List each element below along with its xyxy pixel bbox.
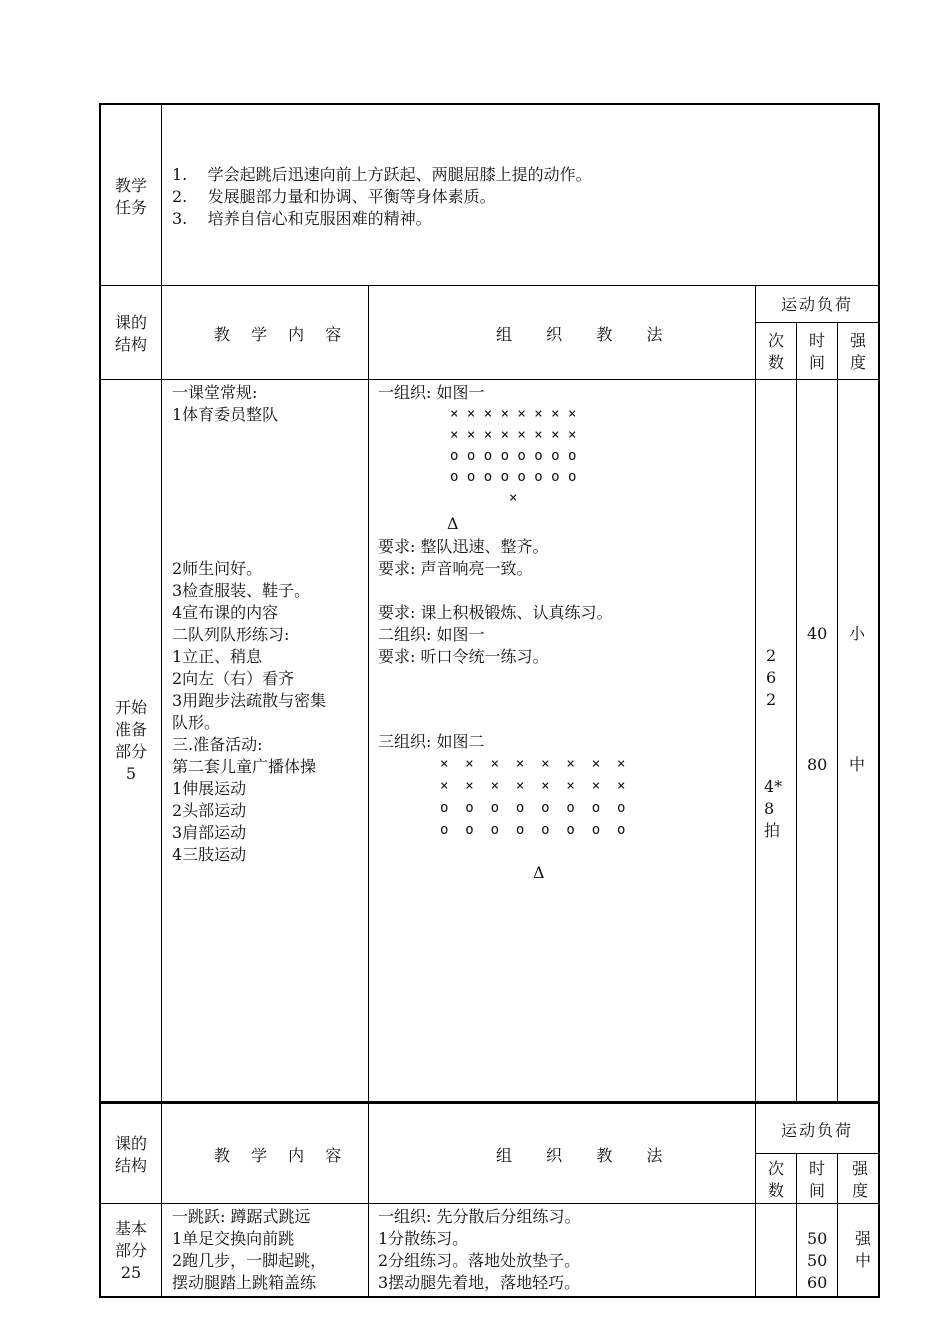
teacher-triangle-1: Δ xyxy=(447,514,459,533)
row-line-top xyxy=(99,103,880,105)
row-line-bottom xyxy=(99,1296,880,1298)
section1-intensity-a: 小 xyxy=(849,624,866,643)
header2-content: 教 学 内 容 xyxy=(214,1146,350,1165)
figure-1-row-5: × xyxy=(450,490,518,506)
section2-label: 基本 部分 25 xyxy=(114,1219,147,1282)
section1-method-fig2-title: 三组织: 如图二 xyxy=(378,732,485,751)
header2-count: 次 数 xyxy=(767,1159,784,1200)
figure-1-row-4: o o o o o o o o xyxy=(450,469,577,485)
section1-count-b: 4* 8 拍 xyxy=(764,777,783,840)
col-line-5a xyxy=(837,322,838,1102)
figure-2-row-4: o o o o o o o o xyxy=(440,822,626,838)
section1-count-a: 2 6 2 xyxy=(766,646,777,709)
figure-2 xyxy=(440,753,625,841)
col-line-2 xyxy=(368,286,369,1298)
row-line-load-split-1 xyxy=(755,322,880,323)
figure-2-row-1: × × × × × × × × xyxy=(440,756,626,772)
section2-method: 一组织: 先分散后分组练习。 1分散练习。 2分组练习。落地处放垫子。 3摆动腿先着地，落地轻巧。 xyxy=(378,1207,581,1292)
task-list xyxy=(172,164,592,230)
section1-intensity-b: 中 xyxy=(849,755,866,774)
header2-load: 运动负荷 xyxy=(781,1121,854,1140)
row-line-header2-bottom xyxy=(99,1203,880,1204)
section2-time: 50 50 60 xyxy=(807,1229,828,1292)
figure-1-row-3: o o o o o o o o xyxy=(450,448,577,464)
teacher-triangle-2: Δ xyxy=(533,863,545,882)
col-line-1 xyxy=(161,103,162,1298)
section1-label: 开始 准备 部分 5 xyxy=(114,698,147,783)
header-count: 次 数 xyxy=(767,331,784,372)
figure-1-row-1: × × × × × × × × xyxy=(450,406,577,422)
header-time: 时 间 xyxy=(808,331,825,372)
header-content: 教 学 内 容 xyxy=(214,325,350,344)
col-line-4a xyxy=(796,322,797,1102)
header2-intensity: 强 度 xyxy=(851,1159,868,1200)
task-item-2: 2. 发展腿部力量和协调、平衡等身体素质。 xyxy=(172,187,496,206)
section1-time-a: 40 xyxy=(807,624,828,643)
figure-1-row-2: × × × × × × × × xyxy=(450,427,577,443)
header-structure: 课的 结构 xyxy=(114,313,147,354)
row-line-load-split-2 xyxy=(755,1153,880,1154)
task-item-1: 1. 学会起跳后迅速向前上方跃起、两腿屈膝上提的动作。 xyxy=(172,165,592,184)
row-line-header1-bottom xyxy=(99,379,880,380)
section1-method-top: 一组织: 如图一 xyxy=(378,383,485,402)
col-line-5b xyxy=(837,1153,838,1298)
section1-method-mid: 要求: 整队迅速、整齐。 要求: 声音响亮一致。 要求: 课上积极锻炼、认真练习。 二组织: 如图一 要求: 听口令统一练习。 xyxy=(378,537,613,666)
section2-intensity: 强 中 xyxy=(855,1229,872,1270)
header2-time: 时 间 xyxy=(808,1159,825,1200)
header2-method: 组 织 教 法 xyxy=(496,1146,671,1165)
header2-structure: 课的 结构 xyxy=(114,1134,147,1175)
table-border-left xyxy=(99,103,101,1298)
task-label: 教学 任务 xyxy=(114,176,147,217)
row-line-task-bottom xyxy=(99,285,880,286)
header-load: 运动负荷 xyxy=(781,295,854,314)
task-item-3: 3. 培养自信心和克服困难的精神。 xyxy=(172,209,432,228)
figure-2-row-3: o o o o o o o o xyxy=(440,800,626,816)
header-method: 组 织 教 法 xyxy=(496,325,671,344)
figure-2-row-2: × × × × × × × × xyxy=(440,778,626,794)
col-line-3 xyxy=(755,286,756,1298)
header-intensity: 强 度 xyxy=(849,331,866,372)
section2-content: 一跳跃: 蹲踞式跳远 1单足交换向前跳 2跑几步，一脚起跳， 摆动腿踏上跳箱盖练 xyxy=(172,1207,327,1292)
table-border-right xyxy=(878,103,880,1298)
row-line-section1-bottom xyxy=(99,1101,880,1104)
section1-time-b: 80 xyxy=(807,755,828,774)
section1-content: 一课堂常规: 1体育委员整队 2师生问好。 3检查服装、鞋子。 4宣布课的内容 二队列队形练习: 1立正、稍息 2向左（右）看齐 3用跑步法疏散与密集 队形。 三.准备活动: 第二套儿童广播体操 1伸展运动 2头部运动 3肩部运动 4三肢运动 xyxy=(172,383,327,864)
figure-1 xyxy=(450,404,576,509)
